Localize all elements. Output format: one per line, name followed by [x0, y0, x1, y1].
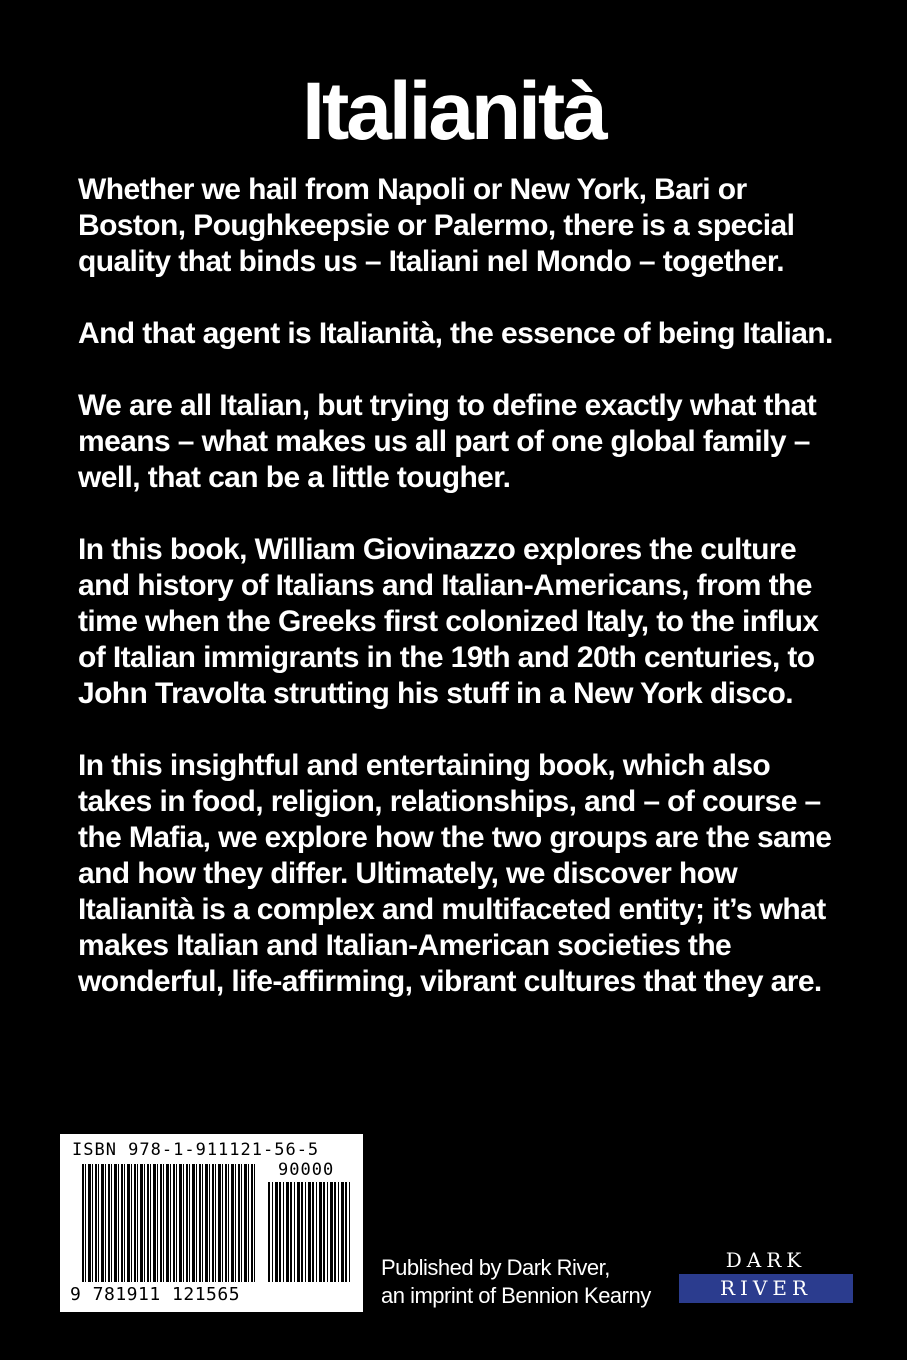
- blurb-paragraph-3: We are all Italian, but trying to define exactly what that means – what makes us all part of one global family – well, that can be a little tougher.: [78, 389, 817, 494]
- barcode-addon-bars: [268, 1182, 350, 1282]
- blurb-paragraph-2: And that agent is Italianità, the essence of being Italian.: [78, 317, 833, 350]
- blurb-paragraph-5: In this insightful and entertaining book, which also takes in food, religion, relationships, and – of course – the Mafia, we explore how the two groups are the same and how they differ. Ultimately, we discover how Italianità is a complex and multifaceted entity; it’s what makes Italian and Italian-American societies the wonderful, life-affirming, vibrant cultures that they are.: [78, 749, 832, 998]
- logo-word-dark: DARK: [725, 1248, 807, 1272]
- blurb-paragraph-1: Whether we hail from Napoli or New York, Bari or Boston, Poughkeepsie or Palermo, there is a special quality that binds us – Italiani nel Mondo – together.: [78, 173, 795, 278]
- barcode-bars: [82, 1164, 257, 1282]
- book-title: Italianità: [302, 66, 605, 157]
- dark-river-logo: [679, 1248, 853, 1304]
- blurb: [78, 172, 838, 1036]
- price-code: 90000: [278, 1160, 335, 1180]
- logo-word-river: RIVER: [679, 1274, 853, 1303]
- publisher-line-1: Published by Dark River,: [381, 1255, 610, 1280]
- ean-digits: 9 781911 121565: [70, 1284, 241, 1305]
- blurb-paragraph-4: In this book, William Giovinazzo explores the culture and history of Italians and Italian-Americans, from the time when the Greeks first colonized Italy, to the influx of Italian immigrants in the 19th and 20th centuries, to John Travolta strutting his stuff in a New York disco.: [78, 533, 819, 710]
- publisher-credit: [381, 1254, 651, 1310]
- publisher-line-2: an imprint of Bennion Kearny: [381, 1283, 651, 1308]
- isbn-label: ISBN 978-1-911121-56-5: [72, 1140, 320, 1160]
- isbn-barcode: [60, 1134, 363, 1312]
